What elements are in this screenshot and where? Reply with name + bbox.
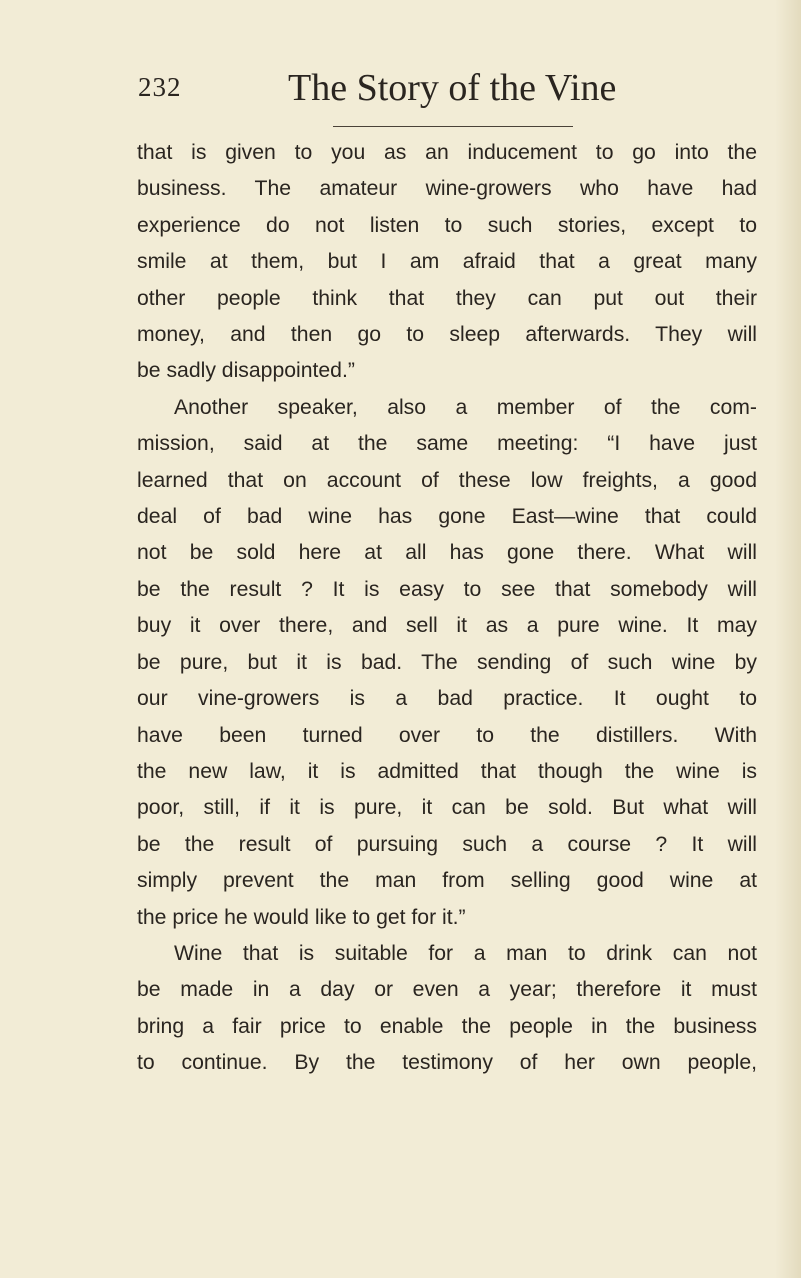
text-line: our vine-growers is a bad practice. It ought to	[137, 687, 757, 711]
text-line: be the result ? It is easy to see that somebody will	[137, 577, 757, 601]
page-header	[138, 66, 638, 116]
text-line: be sadly disappointed.”	[137, 359, 355, 383]
running-title: The Story of the Vine	[288, 67, 617, 109]
text-line: poor, still, if it is pure, it can be sold. But what will	[137, 796, 757, 820]
text-line: other people think that they can put out their	[137, 286, 757, 310]
text-line: simply prevent the man from selling good wine at	[137, 869, 757, 893]
page-number: 232	[138, 72, 182, 102]
text-line: that is given to you as an inducement to go into the	[137, 141, 757, 164]
text-line: bring a fair price to enable the people in the business	[137, 1014, 757, 1038]
text-line: have been turned over to the distillers. With	[137, 723, 757, 747]
text-line: not be sold here at all has gone there. What will	[137, 541, 757, 565]
text-line: mission, said at the same meeting: “I have just	[137, 432, 757, 456]
text-line: experience do not listen to such stories, except to	[137, 213, 757, 237]
text-line: to continue. By the testimony of her own people,	[137, 1051, 757, 1075]
text-line: the price he would like to get for it.”	[137, 905, 466, 929]
text-line: money, and then go to sleep afterwards. They will	[137, 323, 757, 347]
text-line: Another speaker, also a member of the com-	[174, 395, 757, 419]
text-line: learned that on account of these low freights, a good	[137, 468, 757, 492]
header-rule	[333, 126, 573, 127]
body-text	[137, 135, 757, 1082]
text-line: business. The amateur wine-growers who have had	[137, 177, 757, 201]
text-line: buy it over there, and sell it as a pure wine. It may	[137, 614, 757, 638]
text-line: be made in a day or even a year; therefore it must	[137, 978, 757, 1002]
text-line: the new law, it is admitted that though the wine is	[137, 759, 757, 783]
text-line: be pure, but it is bad. The sending of such wine by	[137, 650, 757, 674]
text-line: Wine that is suitable for a man to drink can not	[174, 941, 757, 965]
text-line: be the result of pursuing such a course ? It will	[137, 832, 757, 856]
text-line: smile at them, but I am afraid that a great many	[137, 250, 757, 274]
page-edge-shadow	[775, 0, 801, 1278]
text-line: deal of bad wine has gone East—wine that could	[137, 505, 757, 529]
